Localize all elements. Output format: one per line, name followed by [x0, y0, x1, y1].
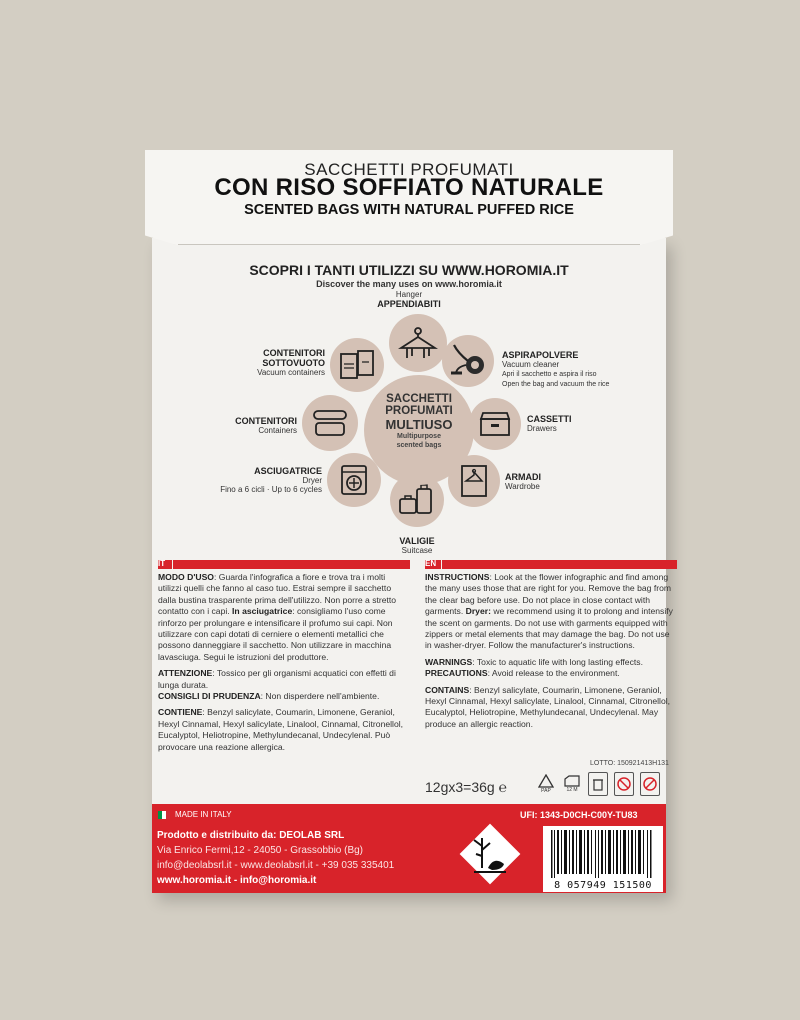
italian-text: IT MODO D'USO: Guarda l'infografica a fiore e trova tra i molti utilizzi quelli che fanno al caso tuo. Estrai sempre il sacchetto dalla bustina trasparente prima dell'utilizzo. Non porre a stretto contatto con i capi. In asciugatrice: consigliamo l'uso come rinforzo per prolungare e intensificare il profumo sui capi. Non utilizzare con capi dotati di cerniere o elementi metallici che possono danneggiare il sacchetto. Non utilizzare in macchina lavasciuga. Segui le istruzioni del produttore. ATTENZIONE: Tossico per gli organismi acquatici con effetti di lunga durata. CONSIGLI DI PRUDENZA: Non disperdere nell'ambiente. CONTIENE: Benzyl salicylate, Coumarin, Limonene, Geraniol, Hexyl Cinnamal, Hexyl salicylate, Linalool, Cinnamal, Citronellol, Eucalyptol, Heliotropine, Methylundecanal, Undecylenal. Può provocare una reazione allergica.	[158, 558, 410, 758]
label-drawers: CASSETTI Drawers	[527, 414, 572, 433]
product-title: CON RISO SOFFIATO NATURALE	[214, 174, 604, 201]
uses-infographic	[152, 290, 666, 560]
container-icon	[302, 395, 358, 451]
disposal-pictograms	[536, 772, 660, 796]
label-dryer: ASCIUGATRICE Dryer Fino a 6 cicli · Up to 6 cycles	[220, 466, 322, 494]
trash-bin-icon	[588, 772, 608, 796]
lot-number: LOTTO: 150921413H131	[590, 760, 669, 767]
english-text: EN INSTRUCTIONS: Look at the flower infographic and find among the many uses those that are right for you. Remove the bag from the clear bag before use. Do not place in close contact with garments. Dryer: we recommend using it to prolong and intensify the scent on garments. Do not use with garments equipped with zippers or metal elements that may damage the bag. Do not use in washer-dryer. Follow the manufacturer's instructions. WARNINGS: Toxic to aquatic life with long lasting effects. PRECAUTIONS: Avoid release to the environment. CONTAINS: Benzyl salicylate, Coumarin, Limonene, Geraniol, Hexyl Cinnamal, Hexyl salicylate, Linalool, Cinnamal, Citronellol, Eucalyptol, Heliotropine, Methylundecanal, Undecylenal. May produce an allergic reaction.	[425, 558, 677, 735]
barcode-number: 8 057949 151500	[543, 880, 663, 891]
product-title-en: SCENTED BAGS WITH NATURAL PUFFED RICE	[244, 202, 574, 218]
producer-info: Prodotto e distribuito da: DEOLAB SRL Via Enrico Fermi,12 - 24050 - Grassobbio (Bg) info@deolabsrl.it - www.deolabsrl.it - +39 035 335401 www.horomia.it - info@horomia.it	[157, 830, 395, 886]
subtitle: SACCHETTI PROFUMATI	[304, 160, 514, 179]
keep-away-children-icon	[614, 772, 634, 796]
label-hanger: Hanger APPENDIABITI	[377, 290, 441, 309]
net-weight: 12gx3=36g ℮	[425, 779, 507, 795]
label-containers: CONTENITORI Containers	[235, 416, 297, 435]
discover-text-en: Discover the many uses on www.horomia.it	[316, 279, 502, 289]
discover-text: SCOPRI I TANTI UTILIZZI SU WWW.HOROMIA.IT	[249, 262, 569, 278]
italy-flag-icon	[158, 811, 170, 819]
vacuum-bag-icon	[330, 338, 384, 392]
no-ingest-icon	[640, 772, 660, 796]
label-wardrobe: ARMADI Wardrobe	[505, 472, 541, 491]
label-suitcase: VALIGIE Suitcase	[399, 536, 435, 555]
vacuum-cleaner-icon	[442, 335, 494, 387]
recycle-icon: PAP	[536, 772, 556, 796]
label-vacuum: ASPIRAPOLVERE Vacuum cleaner Apri il sacchetto e aspira il riso Open the bag and vacuum the rice	[502, 350, 610, 388]
center-multipurpose: SACCHETTI PROFUMATI MULTIUSO Multipurpose scented bags	[364, 375, 474, 485]
flap-fold-line	[178, 244, 640, 245]
hanger-icon	[389, 314, 447, 372]
made-in-italy: MADE IN ITALY	[158, 810, 232, 819]
drawer-icon	[469, 398, 521, 450]
lang-header-en: EN	[425, 558, 677, 570]
environment-hazard-icon	[452, 816, 528, 892]
label-vacuum-containers: CONTENITORI SOTTOVUOTO Vacuum containers	[257, 348, 325, 377]
pao-icon: 12 M	[562, 772, 582, 796]
lang-header-it: IT	[158, 558, 410, 570]
ufi-code: UFI: 1343-D0CH-C00Y-TU83	[520, 810, 638, 820]
